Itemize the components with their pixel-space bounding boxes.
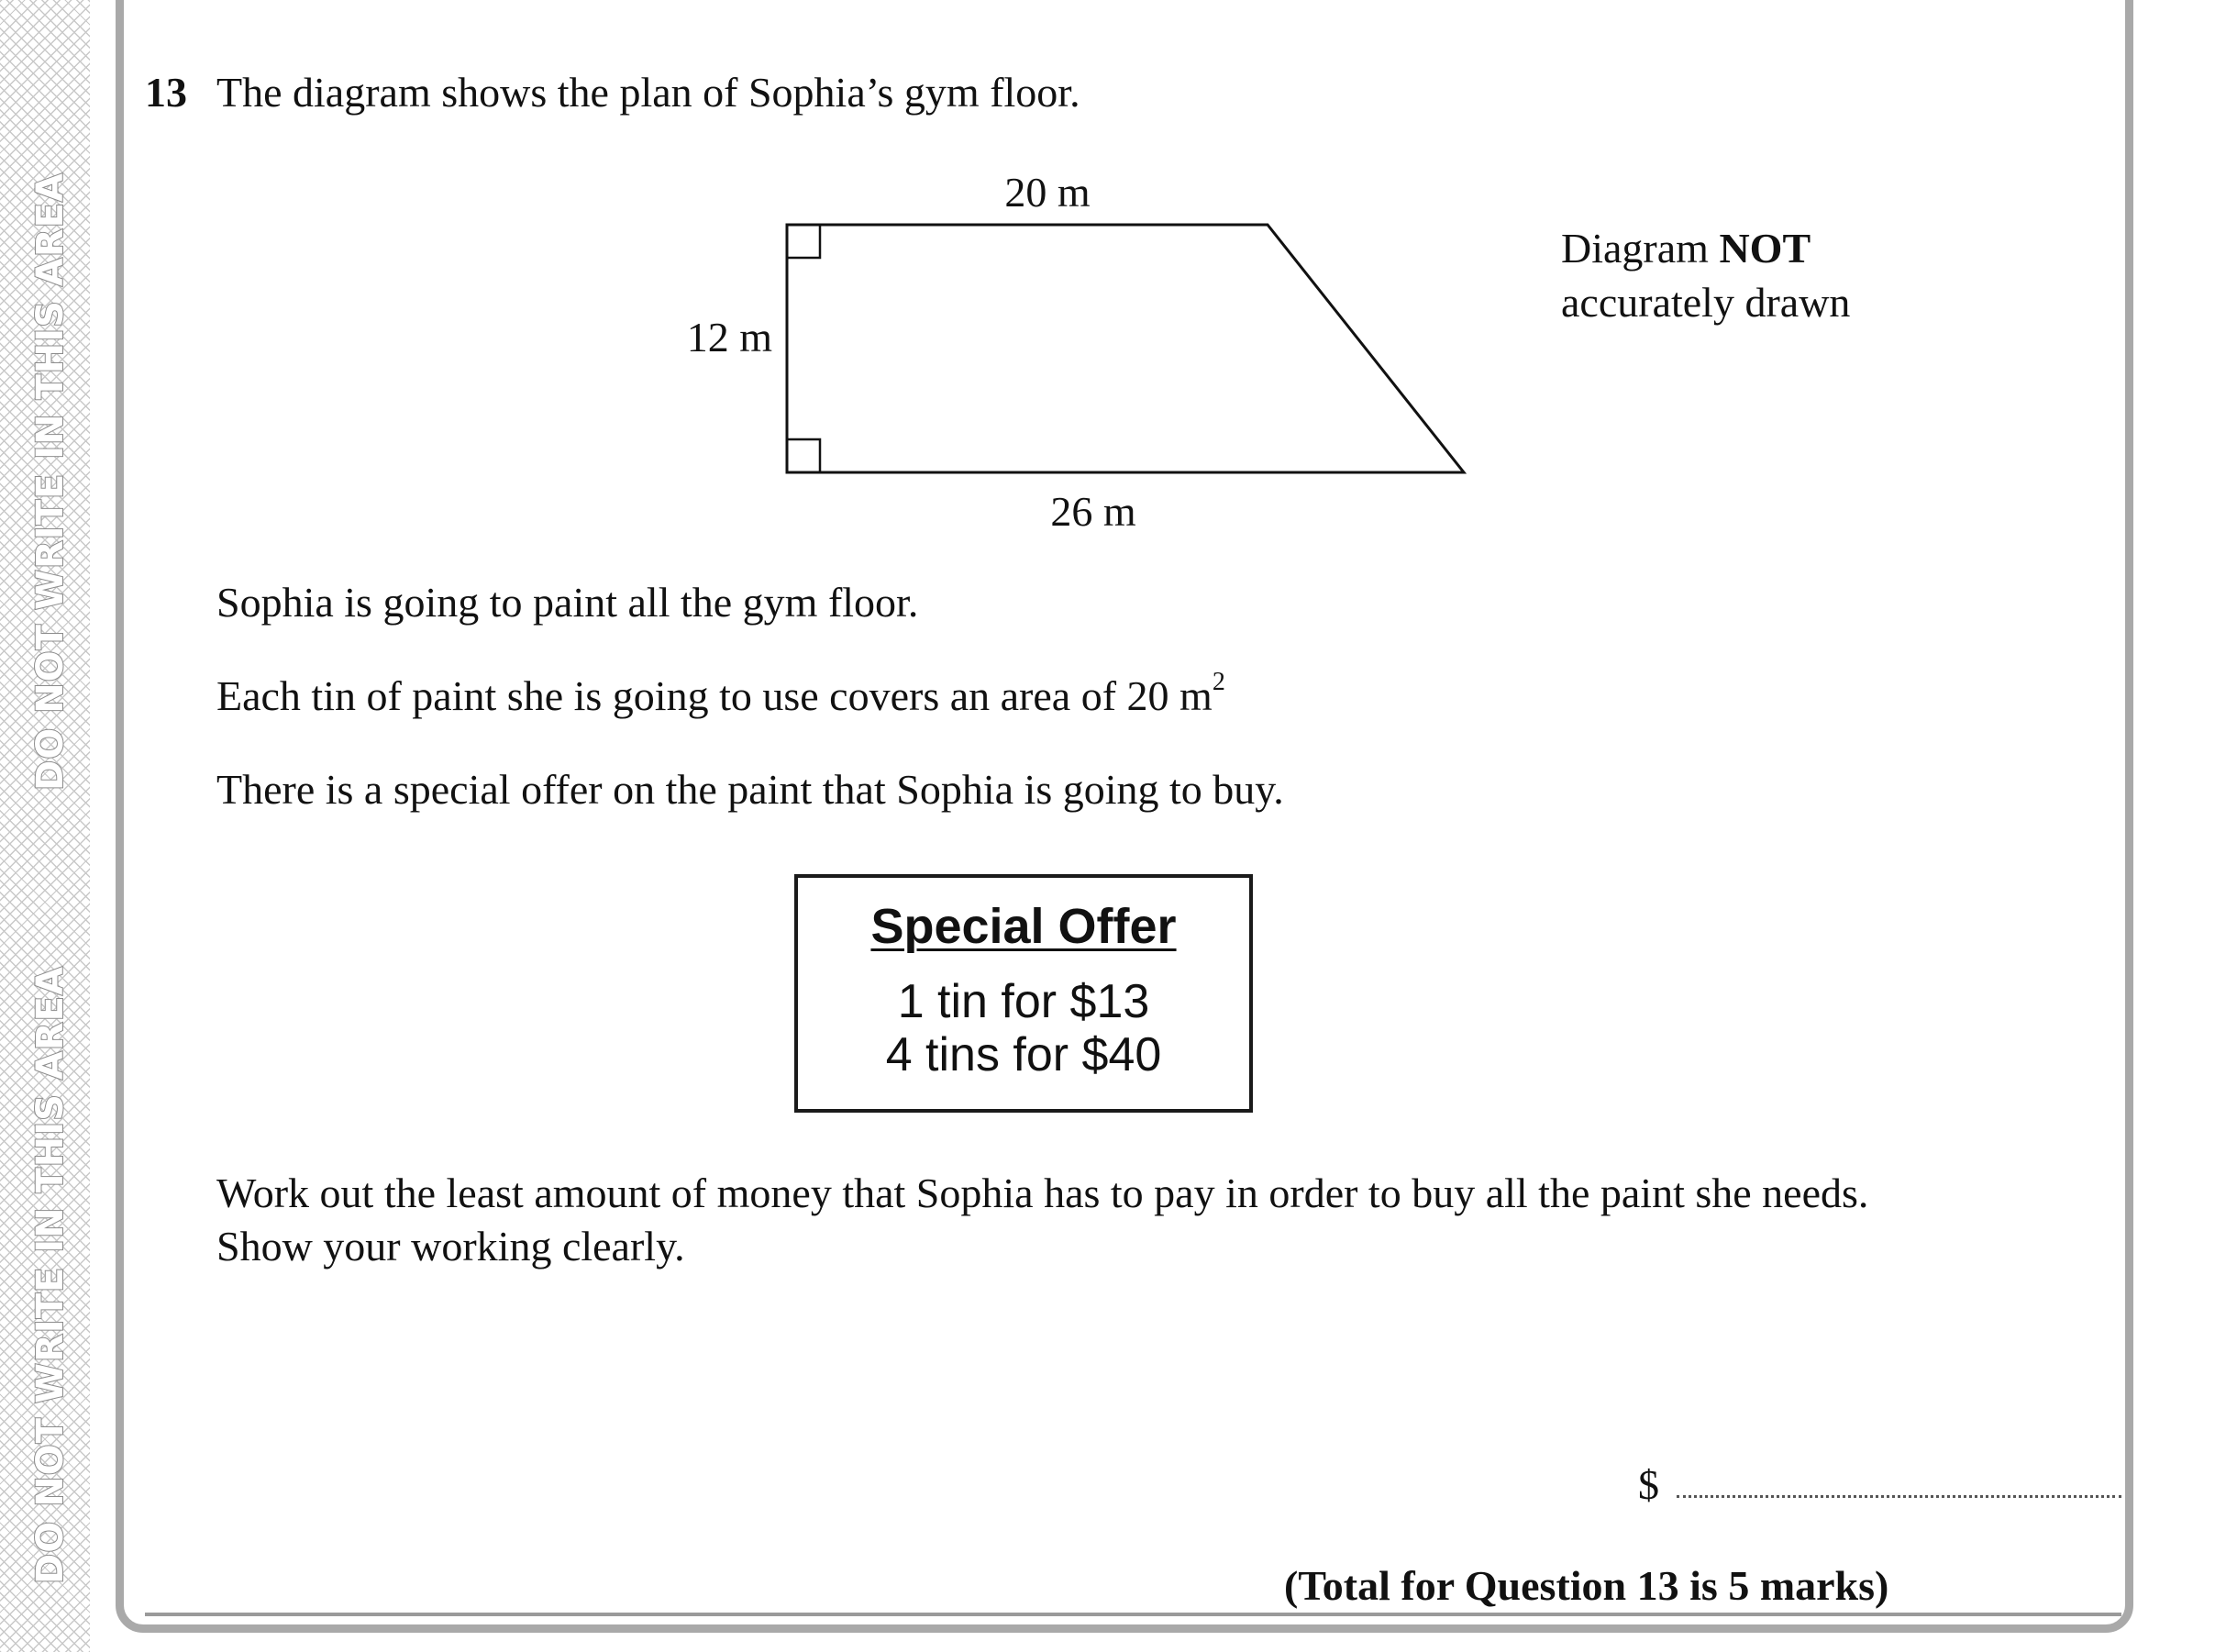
- dimension-left-label: 12 m: [686, 314, 772, 360]
- question-number: 13: [145, 69, 187, 116]
- margin-warning-bottom: DO NOT WRITE IN THIS AREA: [29, 966, 72, 1584]
- answer-currency-symbol: $: [1638, 1461, 1659, 1508]
- total-marks: (Total for Question 13 is 5 marks): [1284, 1562, 1889, 1609]
- diagram-note-prefix: Diagram: [1561, 225, 1709, 272]
- task-instruction: Work out the least amount of money that Sophia has to pay in order to buy all the paint she needs.: [216, 1170, 1869, 1216]
- offer-line-bulk: 4 tins for $40: [885, 1028, 1162, 1082]
- hatched-margin: [0, 0, 90, 1652]
- tin-coverage-text: Each tin of paint she is going to use covers an area of 20 m: [216, 672, 1213, 719]
- task-show-working: Show your working clearly.: [216, 1223, 685, 1269]
- trapezium-shape: [787, 225, 1464, 472]
- answer-field[interactable]: [1677, 1495, 2121, 1498]
- offer-line-single: 1 tin for $13: [897, 975, 1150, 1028]
- diagram-note-bold: NOT: [1719, 225, 1811, 272]
- dimension-top-label: 20 m: [1004, 169, 1091, 216]
- squared-superscript: 2: [1212, 668, 1225, 696]
- paragraph-tin-coverage: [216, 670, 1225, 723]
- diagram-note: [1561, 222, 1850, 330]
- diagram-note-rest: accurately drawn: [1561, 278, 1851, 326]
- paragraph-special-offer: There is a special offer on the paint that Sophia is going to buy.: [216, 766, 1284, 813]
- right-angle-marker-top: [787, 225, 820, 258]
- gym-floor-diagram: [670, 161, 1495, 546]
- paragraph-paint-floor: Sophia is going to paint all the gym floor.: [216, 579, 919, 626]
- question-intro: The diagram shows the plan of Sophia’s gym floor.: [216, 69, 1080, 116]
- margin-warning-top: DO NOT WRITE IN THIS AREA: [29, 172, 72, 791]
- special-offer-box: [794, 874, 1253, 1113]
- right-angle-marker-bottom: [787, 439, 820, 472]
- bottom-rule: [145, 1613, 2121, 1616]
- offer-title: Special Offer: [870, 899, 1177, 954]
- dimension-bottom-label: 26 m: [1050, 488, 1136, 535]
